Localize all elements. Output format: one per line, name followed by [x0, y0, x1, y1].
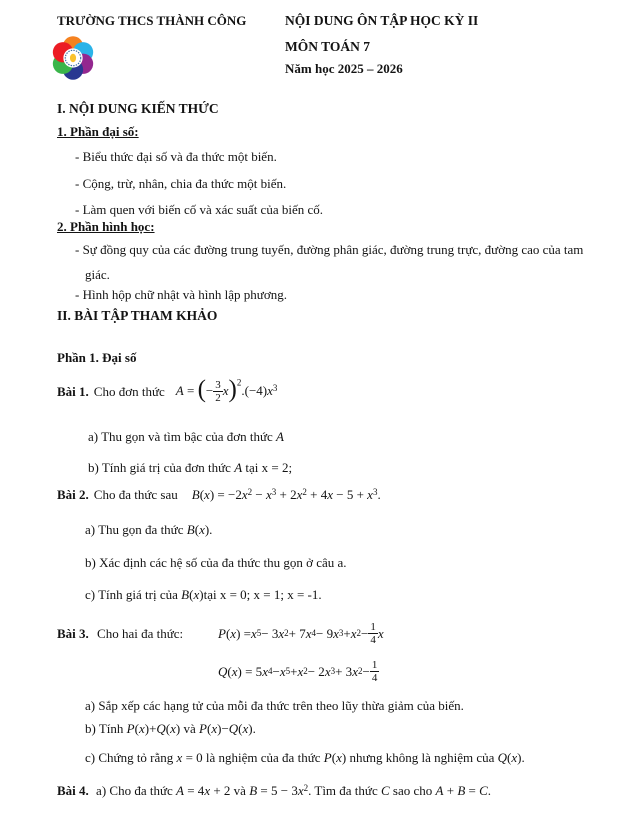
document-title: NỘI DUNG ÔN TẬP HỌC KỲ II: [285, 13, 479, 28]
exercise-3-item-b: b) Tính P(x)+Q(x) và P(x)−Q(x).: [85, 721, 256, 736]
section-2-heading: II. BÀI TẬP THAM KHẢO: [57, 308, 218, 323]
exercise-2-intro: Cho đa thức sau: [93, 486, 178, 502]
exercise-2-statement: [57, 484, 381, 504]
exercise-1-item-b: b) Tính giá trị của đơn thức A tại x = 2;: [88, 460, 293, 475]
exercise-1-intro: Cho đơn thức: [93, 383, 165, 399]
exercise-3-item-a: a) Sắp xếp các hạng tử của mỗi đa thức trên theo lũy thừa giảm của biến.: [85, 698, 464, 713]
geometry-item: - Hình hộp chữ nhật và hình lập phương.: [75, 287, 287, 302]
exercise-2-item-b: b) Xác định các hệ số của đa thức thu gọn ở câu a.: [85, 555, 347, 570]
exercise-1-item-a: a) Thu gọn và tìm bậc của đơn thức A: [88, 429, 284, 444]
exercise-3-item-c: c) Chứng tỏ rằng x = 0 là nghiệm của đa thức P(x) nhưng không là nghiệm của Q(x).: [85, 750, 525, 765]
exercise-3-statement: [57, 625, 183, 642]
exercise-3-intro: Cho hai đa thức:: [97, 626, 184, 641]
exercise-3-label: Bài 3.: [57, 626, 89, 641]
part-1-heading: Phần 1. Đại số: [57, 350, 137, 365]
geometry-heading: 2. Phần hình học:: [57, 219, 155, 234]
formula-a: A = (− $\frac{3}{2}$ $x)^2.(-4)x^3$: [175, 375, 278, 404]
logo-figure: [70, 54, 76, 62]
exercise-2-label: Bài 2.: [57, 486, 89, 502]
algebra-item: - Biểu thức đại số và đa thức một biến.: [75, 149, 277, 164]
exercise-1-label: Bài 1.: [57, 383, 89, 399]
school-name: TRƯỜNG THCS THÀNH CÔNG: [57, 13, 247, 28]
exercise-4-statement: [57, 782, 491, 799]
exercise-2-item-c: c) Tính giá trị của B(x)tại x = 0; x = 1; x = -1.: [85, 587, 322, 602]
document-subject: MÔN TOÁN 7: [285, 39, 371, 54]
exercise-4-content: a) Cho đa thức A = 4x + 2 và $B = 5 - 3x^2$. Tìm đa thức C sao cho A + B = C.: [96, 782, 492, 798]
algebra-item: - Cộng, trừ, nhân, chia đa thức một biến.: [75, 176, 287, 191]
formula-px: P ( x ) = x 5 − 3 x 2 + 7 x 4 − 9 x 3 + x 2 − $\frac{1}{4}$ x: [218, 620, 384, 646]
exercise-2-item-a: a) Thu gọn đa thức B(x).: [85, 522, 213, 537]
exercise-4-label: Bài 4.: [57, 783, 89, 798]
formula-qx: Q ( x ) = 5 x 4 − x 5 + x 2 − 2 x 3 + 3 x 2 − $\frac{1}{4}$: [218, 658, 378, 684]
exercise-1-statement: [57, 370, 277, 412]
geometry-item: - Sự đồng quy của các đường trung tuyến, đường phân giác, đường trung trực, đường cao của tam giác.: [75, 242, 584, 282]
section-1-heading: I. NỘI DUNG KIẾN THỨC: [57, 101, 219, 116]
algebra-item: - Làm quen với biến cố và xác suất của biến cố.: [75, 202, 324, 217]
formula-bx: $B(x) = -2x^2 - x^3 + 2x^2 + 4x - 5 + x^3$.: [191, 486, 381, 502]
algebra-heading: 1. Phần đại số:: [57, 124, 139, 139]
school-year: Năm học 2025 – 2026: [285, 61, 403, 76]
school-logo-icon: [47, 30, 99, 86]
